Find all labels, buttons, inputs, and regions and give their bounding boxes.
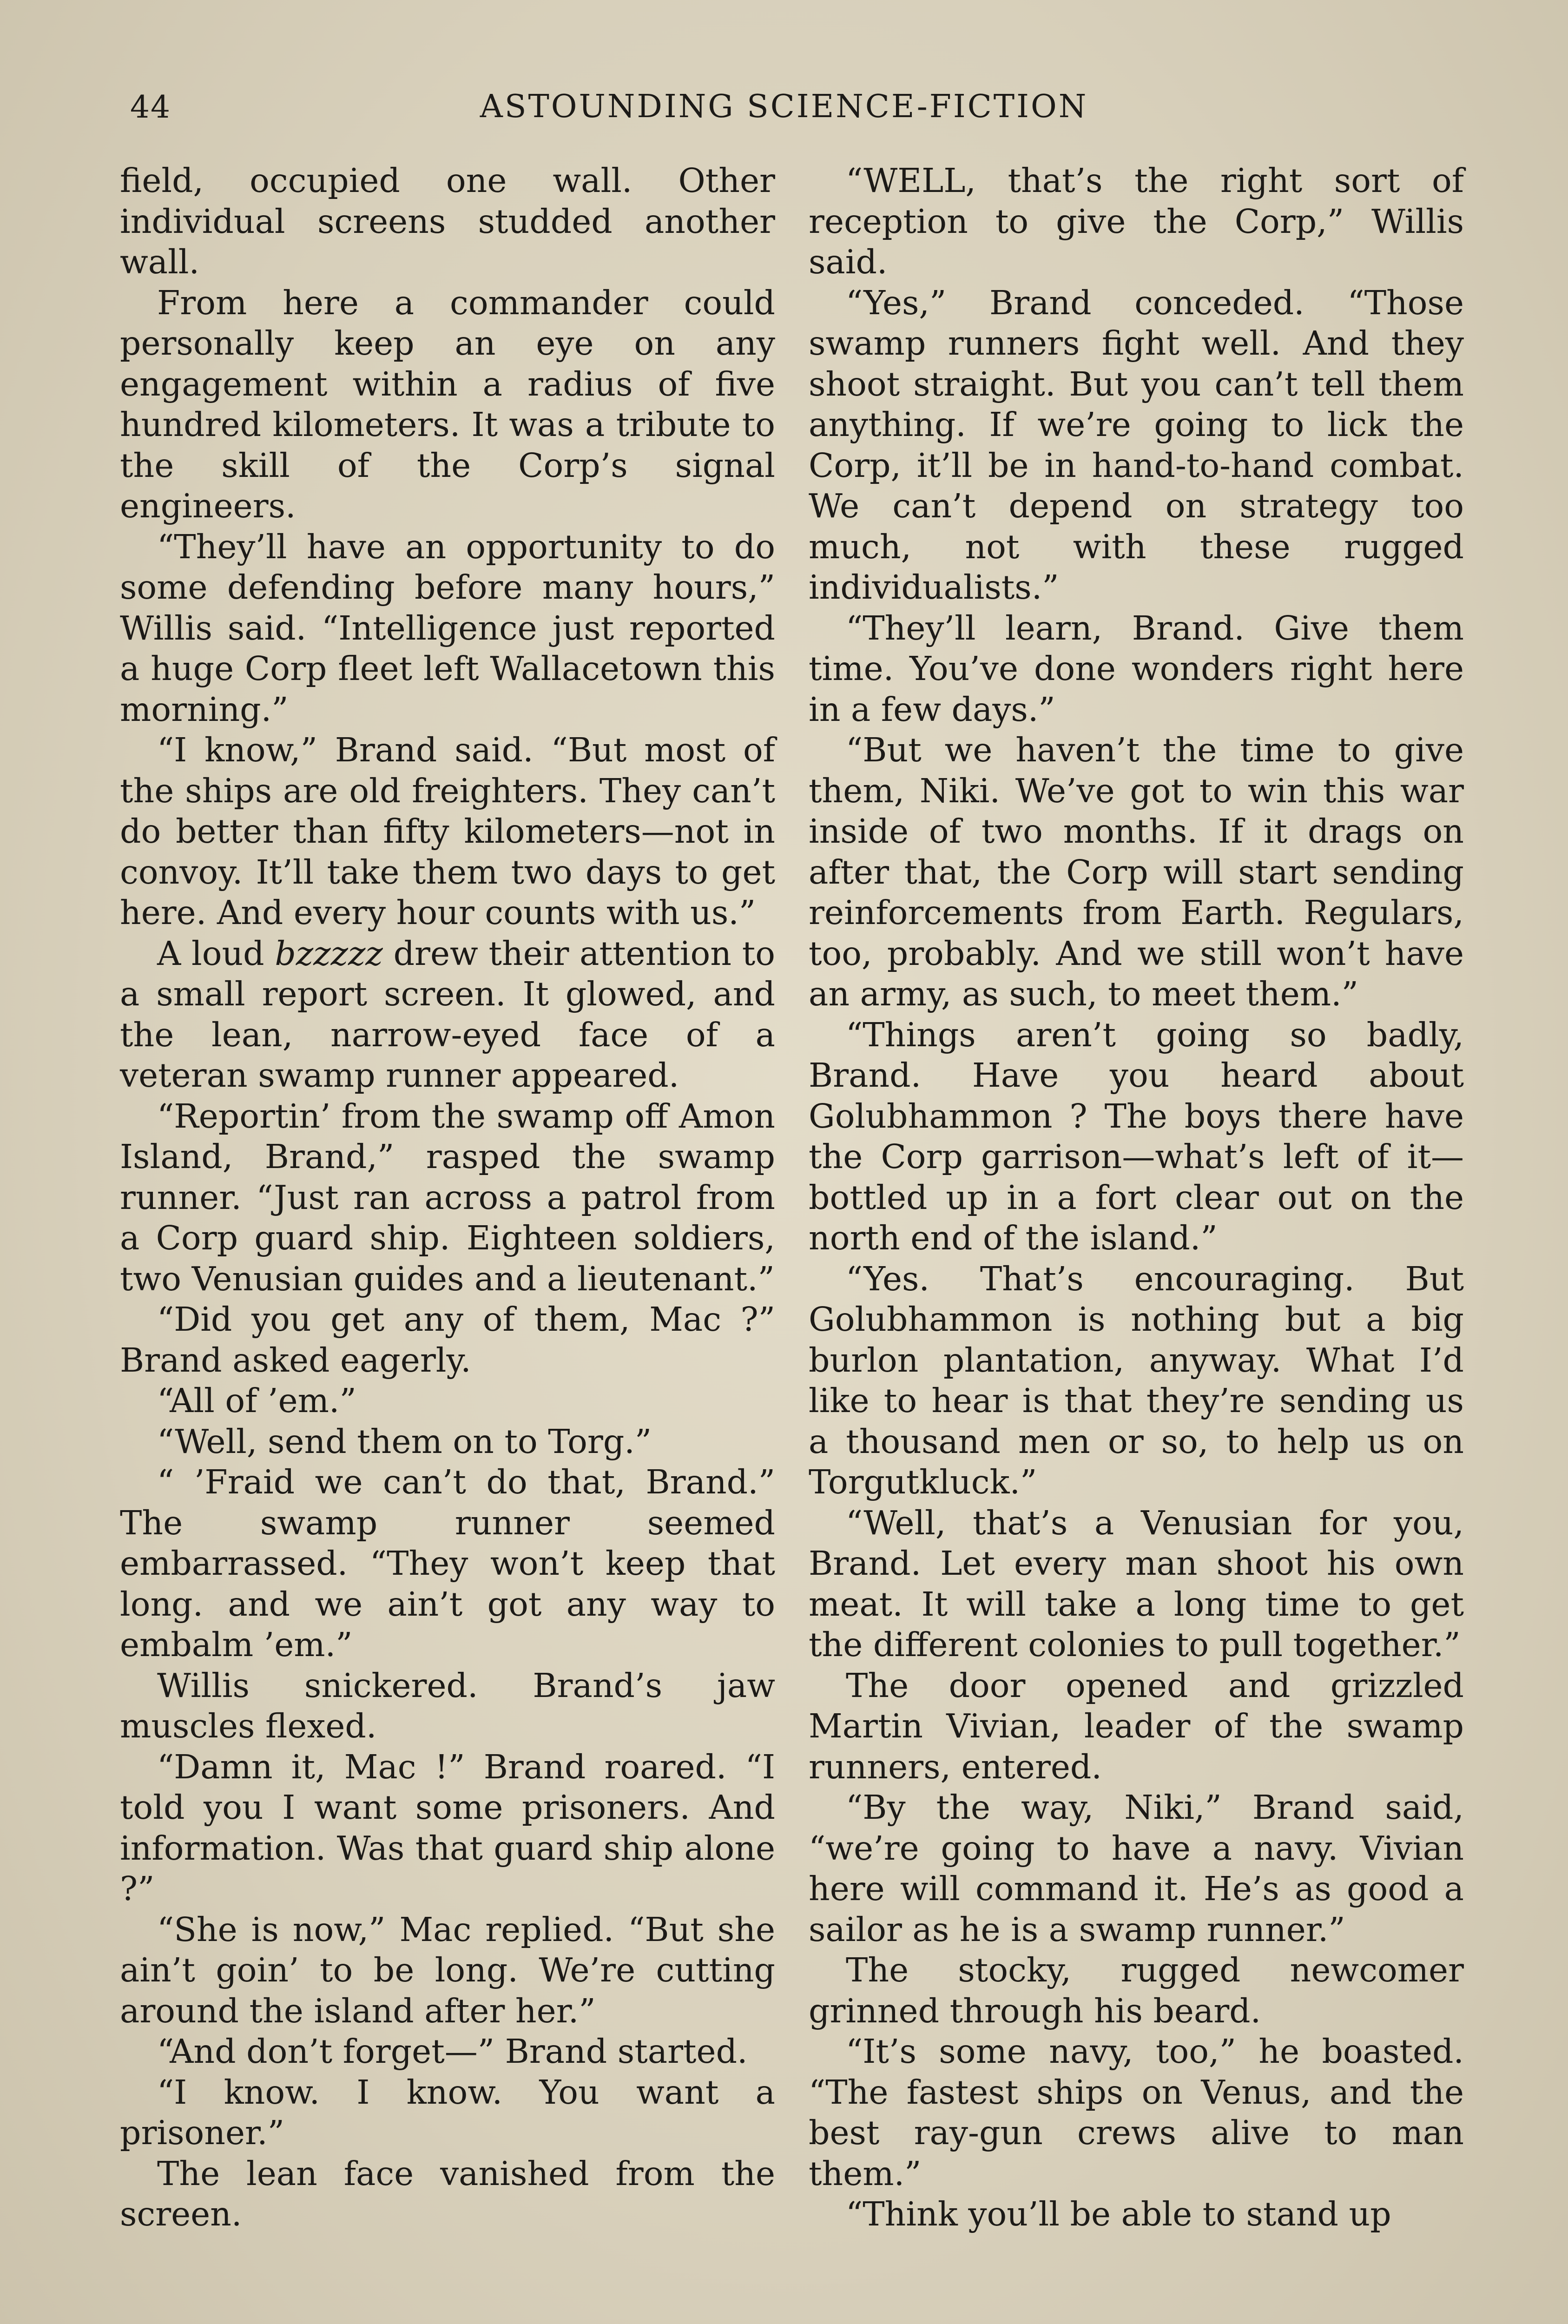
- paragraph: “She is now,” Mac replied. “But she ain’t goin’ to be long. We’re cutting around the island after her.”: [120, 1910, 775, 2030]
- paragraph: The lean face vanished from the screen.: [120, 2154, 775, 2233]
- paragraph: “ ’Fraid we can’t do that, Brand.” The swamp runner seemed embarrassed. “They won’t keep that long. and we ain’t got any way to embalm ’em.”: [120, 1463, 775, 1664]
- paragraph: “Yes. That’s encouraging. But Golubhammon is nothing but a big burlon plantation, anyway. What I’d like to hear is that they’re sending us a thousand men or so, to help us on Torgutkluck.”: [809, 1259, 1464, 1501]
- emphasis: bzzzzz: [275, 934, 383, 973]
- paragraph: “Yes,” Brand conceded. “Those swamp runners fight well. And they shoot straight. But you can’t tell them anything. If we’re going to lick the Corp, it’ll be in hand-to-hand combat. We can’t depend on strategy too much, not with these rugged individualists.”: [809, 283, 1464, 607]
- paragraph: “They’ll learn, Brand. Give them time. You’ve done wonders right here in a few days.”: [809, 608, 1464, 729]
- paragraph: Willis snickered. Brand’s jaw muscles flexed.: [120, 1666, 775, 1745]
- paragraph: “But we haven’t the time to give them, Niki. We’ve got to win this war inside of two months. If it drags on after that, the Corp will start sending reinforcements from Earth. Regulars, too, probably. And we still won’t have an army, as such, to meet them.”: [809, 731, 1464, 1013]
- left-column: [120, 160, 775, 2235]
- paragraph: “WELL, that’s the right sort of reception to give the Corp,” Willis said.: [809, 161, 1464, 281]
- paragraph: “Did you get any of them, Mac ?” Brand asked eagerly.: [120, 1300, 775, 1380]
- paragraph: “It’s some navy, too,” he boasted. “The fastest ships on Venus, and the best ray-gun crews alive to man them.”: [809, 2032, 1464, 2193]
- paragraph: “Think you’ll be able to stand up: [846, 2195, 1391, 2233]
- paragraph: field, occupied one wall. Other individual screens studded another wall.: [120, 161, 775, 281]
- paragraph: “Reportin’ from the swamp off Amon Island, Brand,” rasped the swamp runner. “Just ran across a patrol from a Corp guard ship. Eighteen soldiers, two Venusian guides and a lieutenant.”: [120, 1096, 775, 1298]
- paragraph: “Damn it, Mac !” Brand roared. “I told you I want some prisoners. And information. Was that guard ship alone ?”: [120, 1747, 775, 1908]
- right-column: [809, 160, 1464, 2235]
- paragraph: “They’ll have an opportunity to do some defending before many hours,” Willis said. “Intelligence just reported a huge Corp fleet left Wallacetown this morning.”: [120, 527, 775, 729]
- paragraph: “I know,” Brand said. “But most of the ships are old freighters. They can’t do better than fifty kilometers—not in convoy. It’ll take them two days to get here. And every hour counts with us.”: [120, 731, 775, 932]
- running-head: ASTOUNDING SCIENCE-FICTION: [480, 88, 1088, 125]
- paragraph: The stocky, rugged newcomer grinned through his beard.: [809, 1951, 1464, 2030]
- paragraph: “By the way, Niki,” Brand said, “we’re going to have a navy. Vivian here will command it. He’s as good a sailor as he is a swamp runner.”: [809, 1788, 1464, 1949]
- paragraph: A loud bzzzzz drew their attention to a small report screen. It glowed, and the lean, narrow-eyed face of a veteran swamp runner appeared.: [120, 934, 775, 1095]
- paragraph: “Well, send them on to Torg.”: [157, 1422, 652, 1461]
- paragraph: “Things aren’t going so badly, Brand. Have you heard about Golubhammon ? The boys there have the Corp garrison—what’s left of it—bottled up in a fort clear out on the north end of the island.”: [809, 1015, 1464, 1257]
- page-header: [112, 84, 1456, 135]
- paragraph: “And don’t forget—” Brand started.: [157, 2032, 748, 2071]
- paragraph: “I know. I know. You want a prisoner.”: [120, 2073, 775, 2152]
- page-number: 44: [130, 89, 171, 125]
- paragraph: “Well, that’s a Venusian for you, Brand. Let every man shoot his own meat. It will take a long time to get the different colonies to pull together.”: [809, 1503, 1464, 1664]
- paragraph: From here a commander could personally keep an eye on any engagement within a radius of five hundred kilometers. It was a tribute to the skill of the Corp’s signal engineers.: [120, 283, 775, 525]
- paragraph: “All of ’em.”: [157, 1381, 356, 1420]
- paragraph: The door opened and grizzled Martin Vivian, leader of the swamp runners, entered.: [809, 1666, 1464, 1786]
